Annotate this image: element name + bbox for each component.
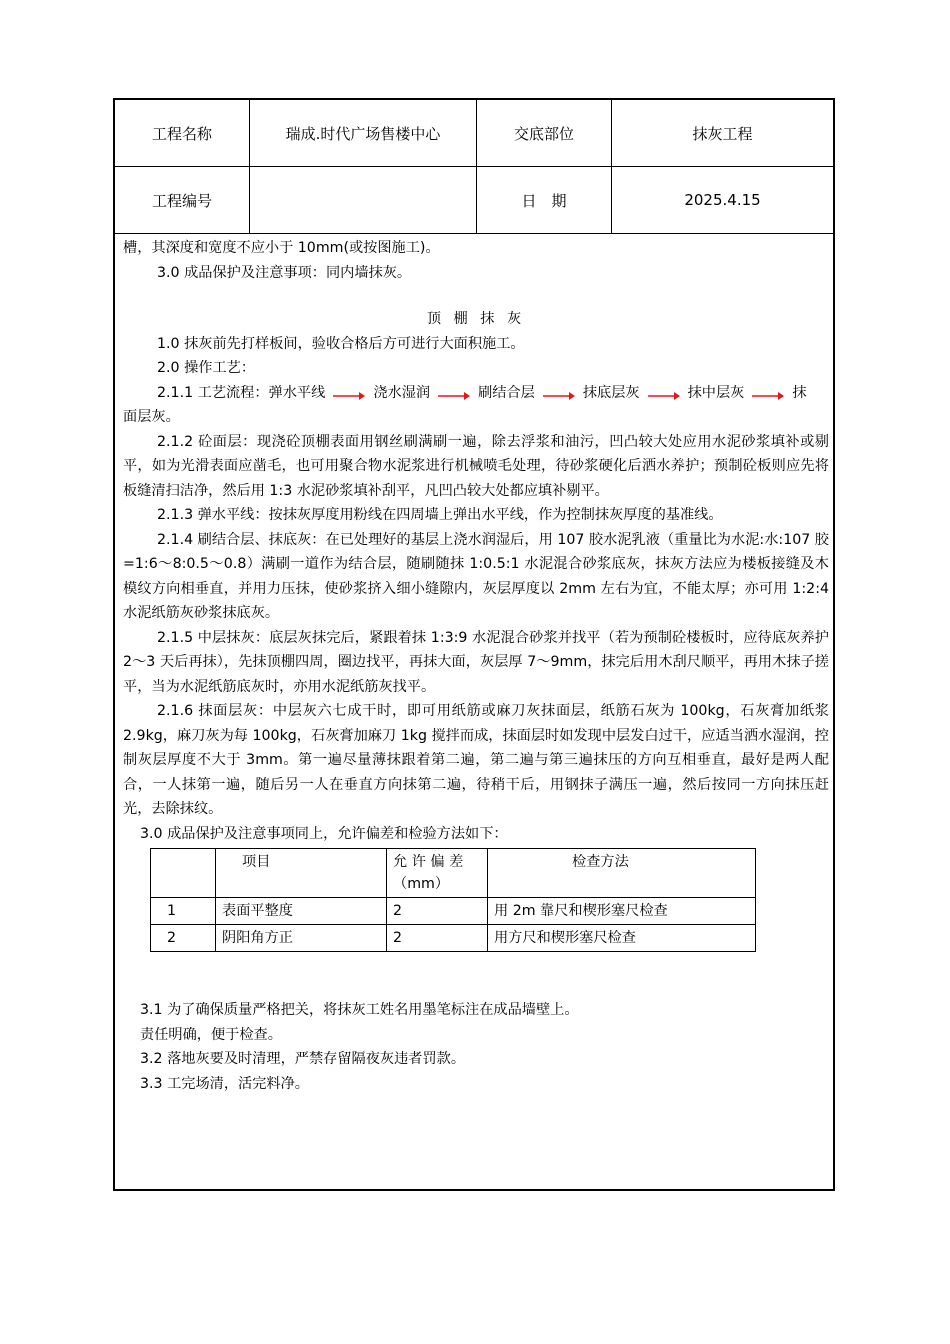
table-cell: 1 xyxy=(151,898,216,925)
table-header-cell xyxy=(151,849,216,898)
table-header-cell: 检查方法 xyxy=(488,849,756,898)
para-2-1-6: 2.1.6 抹面层灰：中层灰六七成干时，即可用纸筋或麻刀灰抹面层，纸筋石灰为 100kg，石灰膏加纸浆 2.9kg，麻刀灰为每 100kg，石灰膏加麻刀 1kg 搅拌而成，抹面层时如发现中层发白过干，应适当洒水湿润，控制灰层厚度不大于 3mm。第一遍尽量薄抹跟着第二遍，第二遍与第三遍抹压的方向互相垂直，最好是两人配合，一人抹第一遍，随后另一人在垂直方向抹第二遍，待稍干后，用钢抹子满压一遍，然后按同一方向抹压赶光，去除抹纹。 xyxy=(123,703,829,817)
arrow-right-icon xyxy=(438,391,470,401)
table-cell: 阴阳角方正 xyxy=(216,925,387,952)
para-2-1-4: 2.1.4 刷结合层、抹底灰：在已处理好的基层上浇水润湿后，用 107 胶水泥乳液（重量比为水泥:水:107 胶=1:6～8:0.5～0.8）满刷一道作为结合层，随刷随抹 1:0.5:1 水泥混合砂浆底灰，抹灰方法应为楼板接缝及木模纹方向相垂直，并用力压抹，使砂浆挤入细小缝隙内，灰层厚度以 2mm 左右为宜，不能太厚；亦可用 1:2:4 水泥纸筋灰砂浆抹底灰。 xyxy=(123,531,829,621)
para-3-3: 3.3 工完场清，活完料净。 xyxy=(140,1075,309,1092)
para-1-0: 1.0 抹灰前先打样板间，验收合格后方可进行大面积施工。 xyxy=(157,335,525,352)
para-2-1-5: 2.1.5 中层抹灰：底层灰抹完后，紧跟着抹 1:3:9 水泥混合砂浆并找平（若为预制砼楼板时，应待底灰养护 2～3 天后再抹），先抹顶棚四周，圈边找平，再抹大面，灰层厚 7～9mm，抹完后用木刮尺顺平，再用木抹子搓平，当为水泥纸筋底灰时，亦用水泥纸筋灰找平。 xyxy=(123,629,829,695)
para-2-0: 2.0 操作工艺： xyxy=(157,360,256,376)
arrow-right-icon xyxy=(648,391,680,401)
flow-step-4: 抹中层灰 xyxy=(687,384,745,401)
table-cell: 2 xyxy=(151,925,216,952)
table-header-row xyxy=(151,849,756,898)
table-cell: 用方尺和楔形塞尺检查 xyxy=(488,925,756,952)
flow-step-5: 抹 xyxy=(792,384,807,401)
part-label: 交底部位 xyxy=(477,100,612,167)
arrow-right-icon xyxy=(752,391,784,401)
project-name-label: 工程名称 xyxy=(115,100,250,167)
part-value: 抹灰工程 xyxy=(612,100,834,167)
para-3-0: 3.0 成品保护及注意事项同上，允许偏差和检验方法如下： xyxy=(140,825,508,842)
table-cell: 2 xyxy=(387,925,488,952)
tolerance-table xyxy=(150,848,756,952)
flow-step-3: 抹底层灰 xyxy=(582,384,640,401)
table-cell: 2 xyxy=(387,898,488,925)
para-3-2: 3.2 落地灰要及时清理，严禁存留隔夜灰违者罚款。 xyxy=(140,1051,466,1067)
continued-line: 槽，其深度和宽度不应小于 10mm(或按图施工)。 xyxy=(123,240,440,256)
table-header-cell: 允 许 偏 差（mm） xyxy=(387,849,488,898)
table-row xyxy=(151,898,756,925)
header-table xyxy=(115,100,833,234)
flow-lead: 2.1.1 工艺流程：弹水平线 xyxy=(157,384,326,401)
flow-tail: 面层灰。 xyxy=(123,409,180,425)
section-title: 顶 棚 抹 灰 xyxy=(426,311,526,327)
flow-step-2: 刷结合层 xyxy=(478,384,535,401)
flow-step-1: 浇水湿润 xyxy=(373,384,431,401)
project-no-label: 工程编号 xyxy=(115,167,250,234)
para-3-1: 3.1 为了确保质量严格把关，将抹灰工姓名用墨笔标注在成品墙壁上。 xyxy=(140,1002,579,1018)
table-row xyxy=(151,925,756,952)
date-value: 2025.4.15 xyxy=(612,167,834,234)
table-cell: 表面平整度 xyxy=(216,898,387,925)
project-no-value xyxy=(250,167,477,234)
spacer xyxy=(123,952,829,998)
project-name-value: 瑞成.时代广场售楼中心 xyxy=(250,100,477,167)
para-2-1-3: 2.1.3 弹水平线：按抹灰厚度用粉线在四周墙上弹出水平线，作为控制抹灰厚度的基准线。 xyxy=(157,507,723,523)
table-cell: 用 2m 靠尺和楔形塞尺检查 xyxy=(488,898,756,925)
protection-note-prev: 3.0 成品保护及注意事项：同内墙抹灰。 xyxy=(157,264,412,281)
content-body xyxy=(123,236,829,1096)
document-frame xyxy=(113,98,835,1191)
arrow-right-icon xyxy=(333,391,365,401)
para-2-1-2: 2.1.2 砼面层：现浇砼顶棚表面用钢丝刷满刷一遍，除去浮浆和油污，凹凸较大处应用水泥砂浆填补或剔平，如为光滑表面应凿毛，也可用聚合物水泥浆进行机械喷毛处理，待砂浆硬化后洒水养护；预制砼板则应先将板缝清扫洁净，然后用 1:3 水泥砂浆填补刮平，凡凹凸较大处都应填补剔平。 xyxy=(123,433,829,499)
para-3-1-cont: 责任明确，便于检查。 xyxy=(140,1026,282,1043)
date-label: 日 期 xyxy=(477,167,612,234)
arrow-right-icon xyxy=(543,391,575,401)
table-header-cell: 项目 xyxy=(216,849,387,898)
process-flow xyxy=(123,381,829,406)
